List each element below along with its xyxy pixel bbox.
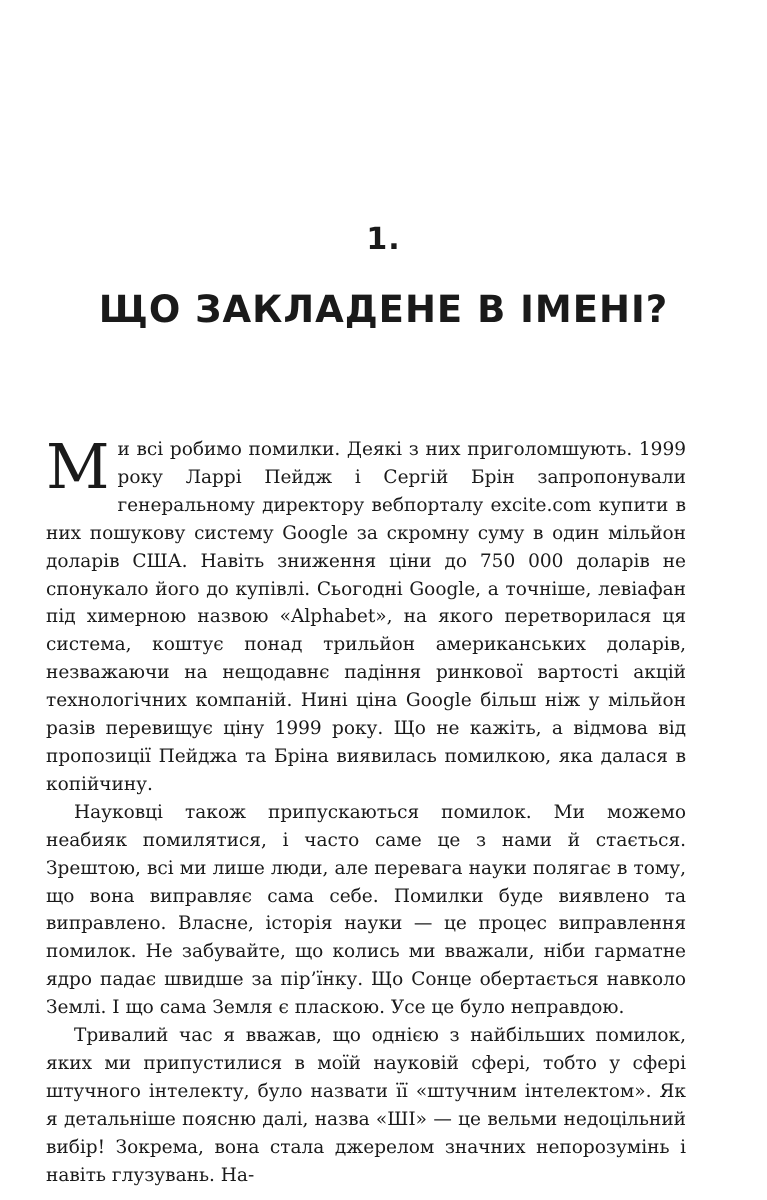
paragraph-1-text: и всі робимо помилки. Деякі з них приголомшують. 1999 року Ларрі Пейдж і Сергій Брін запропонували генеральному директору вебпорталу excite.com купити в них пошукову систему Google за скромну суму в один мільйон доларів США. Навіть зниження ціни до 750 000 доларів не спонукало його до купівлі. Сьогодні Google, а точніше, левіафан під химерною назвою «Alphabet», на якого перетворилася ця система, коштує понад трильйон американських доларів, незважаючи на нещодавнє падіння ринкової вартості акцій технологічних компаній. Нині ціна Google більш ніж у мільйон разів перевищує ціну 1999 року. Що не кажіть, а відмова від пропозиції Пейджа та Бріна виявилась помилкою, яка далася в копійчину. — [46, 439, 686, 795]
chapter-body — [46, 430, 686, 1189]
chapter-number: 1. — [366, 222, 401, 257]
chapter-title: ЩО ЗАКЛАДЕНЕ В ІМЕНІ? — [98, 288, 669, 331]
paragraph-3: Тривалий час я вважав, що однією з найбільших помилок, яких ми припустилися в моїй науковій сфері, тобто у сфері штучного інтелекту, було назвати її «штучним інтелектом». Як я детальніше поясню далі, назва «ШІ» — це вельми недоцільний вибір! Зокрема, вона стала джерелом значних непорозумінь і навіть глузувань. На- — [46, 1025, 686, 1186]
paragraph-2: Науковці також припускаються помилок. Ми можемо неабияк помилятися, і часто саме це з нами й стається. Зрештою, всі ми лише люди, але перевага науки полягає в тому, що вона виправляє сама себе. Помилки буде виявлено та виправлено. Власне, історія науки — це процес виправлення помилок. Не забувайте, що колись ми вважали, ніби гарматне ядро падає швидше за пір’їнку. Що Сонце обертається навколо Землі. І що сама Земля є пласкою. Усе це було неправдою. — [46, 801, 686, 1019]
paragraph-1 — [46, 430, 686, 799]
drop-cap: М — [46, 430, 110, 503]
